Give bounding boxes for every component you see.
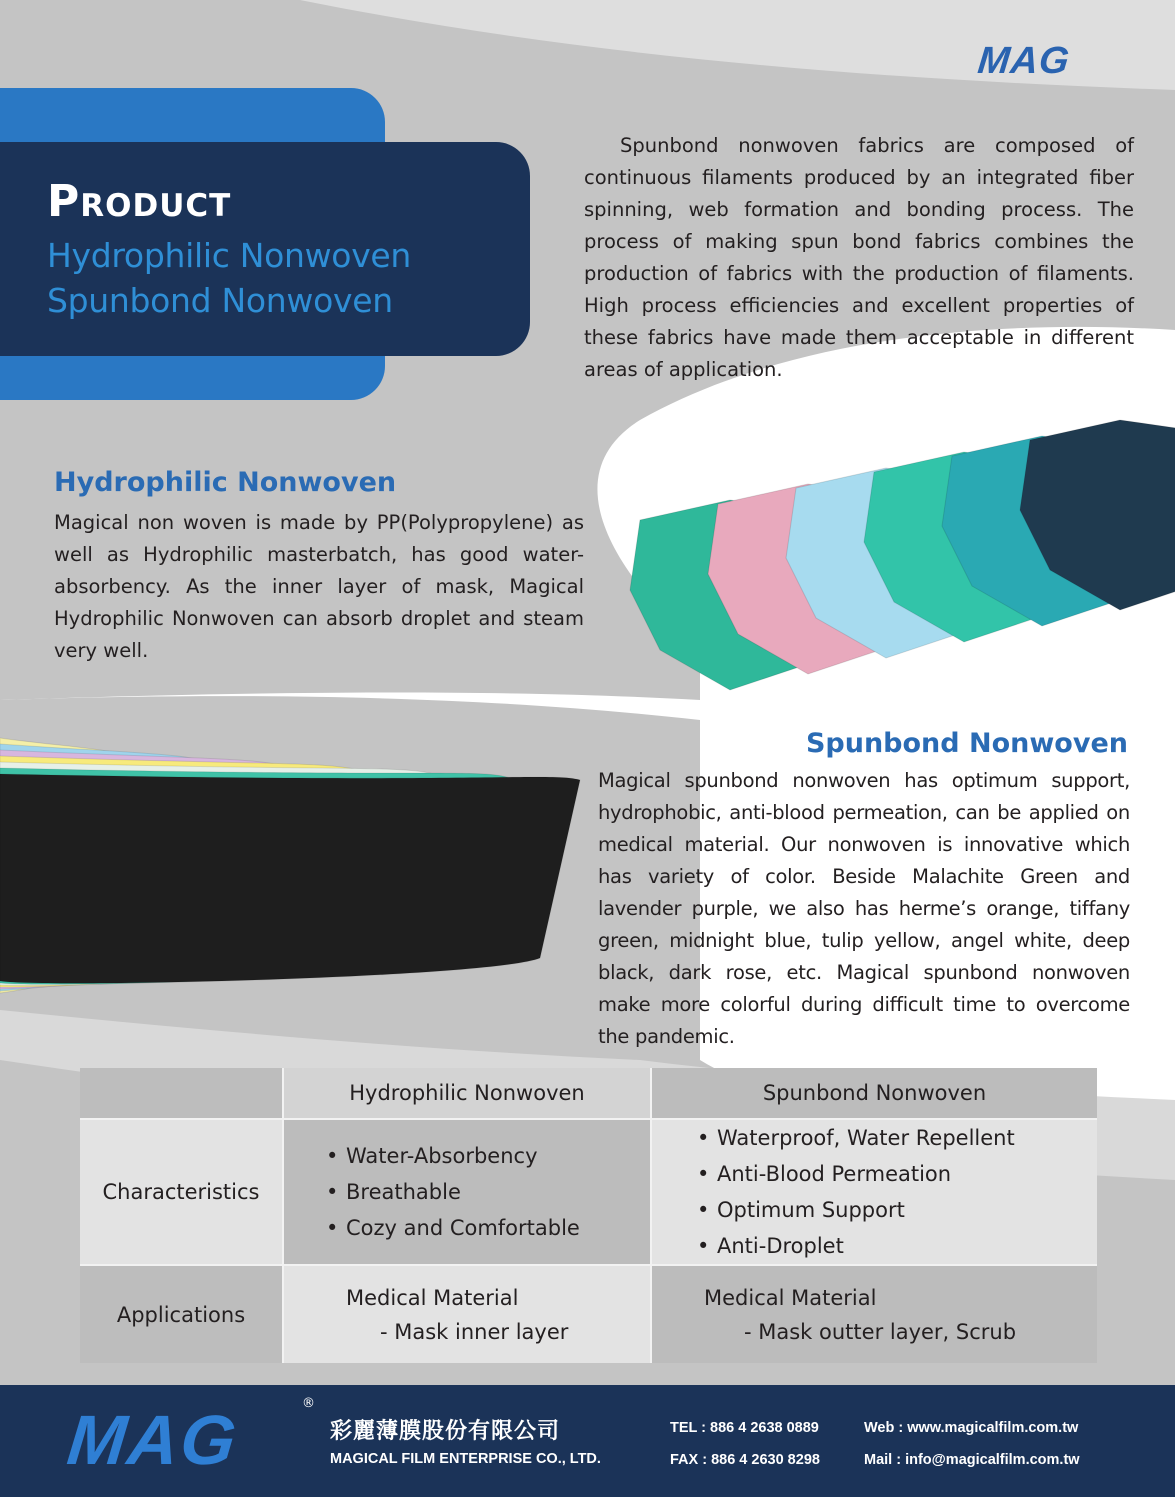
fabric-rolls-image: [0, 708, 590, 1008]
hydrophilic-characteristic-item: • Cozy and Comfortable: [326, 1210, 650, 1246]
row-label-characteristics: Characteristics: [80, 1118, 282, 1264]
footer-web-link[interactable]: Web : www.magicalfilm.com.tw: [864, 1420, 1079, 1436]
hydrophilic-characteristics: [282, 1118, 650, 1264]
spunbond-characteristics: [650, 1118, 1097, 1264]
table-header-hydrophilic: Hydrophilic Nonwoven: [282, 1068, 650, 1118]
company-name-english: MAGICAL FILM ENTERPRISE CO., LTD.: [330, 1451, 601, 1467]
table-header-row: [80, 1068, 1097, 1118]
footer-mail-link[interactable]: Mail : info@magicalfilm.com.tw: [864, 1452, 1080, 1468]
spunbond-paragraph: Magical spunbond nonwoven has optimum support, hydrophobic, anti-blood permeation, can be applied on medical material. Our nonwoven is innovative which has variety of color. Beside Malachite Green and lavender purple, we also has herme’s orange, tiffany green, midnight blue, tulip yellow, angel white, deep black, dark rose, etc. Magical spunbond nonwoven make more colorful during difficult time to overcome the pandemic.: [598, 769, 1130, 1048]
footer-mag-logo: MAG: [63, 1401, 242, 1479]
hydrophilic-characteristics-list: [326, 1138, 650, 1246]
spunbond-characteristic-item: • Waterproof, Water Repellent: [697, 1120, 1097, 1156]
title-subtitle-hydrophilic: Hydrophilic Nonwoven: [47, 236, 412, 275]
table-corner: [80, 1068, 282, 1118]
title-subtitle-spunbond: Spunbond Nonwoven: [47, 281, 393, 320]
spunbond-application-2: - Mask outter layer, Scrub: [744, 1319, 1017, 1344]
page-title: Product: [47, 176, 232, 227]
footer-fax: FAX : 886 4 2630 8298: [670, 1452, 820, 1468]
hydrophilic-heading: Hydrophilic Nonwoven: [54, 467, 397, 498]
spunbond-applications: [650, 1264, 1097, 1363]
mag-logo: MAG: [975, 40, 1072, 82]
colored-masks-image: [620, 410, 1175, 700]
spunbond-characteristics-list: [697, 1120, 1097, 1264]
hydrophilic-paragraph: Magical non woven is made by PP(Polypropylene) as well as Hydrophilic masterbatch, has good water-absorbency. As the inner layer of mask, Magical Hydrophilic Nonwoven can absorb droplet and steam very well.: [54, 511, 584, 662]
spunbond-application-1: Medical Material: [704, 1285, 877, 1310]
row-label-applications: Applications: [80, 1264, 282, 1363]
table-row-applications: [80, 1264, 1097, 1363]
footer-tel: TEL : 886 4 2638 0889: [670, 1420, 819, 1436]
hydrophilic-application-1: Medical Material: [346, 1285, 519, 1310]
registered-mark: ®: [302, 1396, 315, 1411]
hydrophilic-characteristic-item: • Breathable: [326, 1174, 650, 1210]
hydrophilic-applications: [282, 1264, 650, 1363]
hydrophilic-characteristic-item: • Water-Absorbency: [326, 1138, 650, 1174]
hydrophilic-application-2: - Mask inner layer: [380, 1319, 569, 1344]
fabric-roll: [0, 774, 580, 983]
table-row-characteristics: [80, 1118, 1097, 1264]
spunbond-characteristic-item: • Anti-Droplet: [697, 1228, 1097, 1264]
intro-paragraph: Spunbond nonwoven fabrics are composed of continuous filaments produced by an integrated fiber spinning, web formation and bonding process. The process of making spun bond fabrics combines the production of fabrics with the production of filaments. High process efficiencies and excellent properties of these fabrics have made them acceptable in different areas of application.: [584, 134, 1134, 381]
company-name-chinese: 彩麗薄膜股份有限公司: [330, 1419, 561, 1444]
spunbond-characteristic-item: • Anti-Blood Permeation: [697, 1156, 1097, 1192]
comparison-table: [80, 1068, 1097, 1363]
spunbond-heading: Spunbond Nonwoven: [805, 728, 1128, 759]
spunbond-characteristic-item: • Optimum Support: [697, 1192, 1097, 1228]
table-header-spunbond: Spunbond Nonwoven: [650, 1068, 1097, 1118]
